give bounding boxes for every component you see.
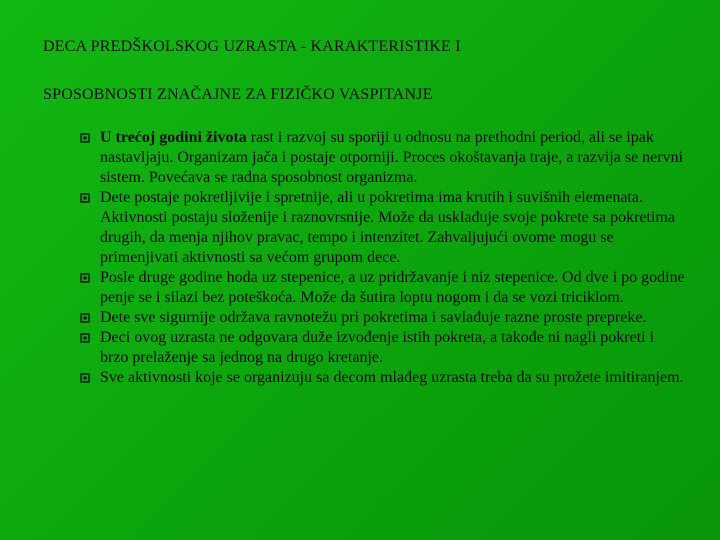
title-line-2: SPOSOBNOSTI ZNAČAJNE ZA FIZIČKO VASPITANJE bbox=[43, 86, 433, 103]
bullet-text: Dete postaje pokretljivije i spretnije, ali u pokretima ima krutih i suvišnih elemenata. Aktivnosti postaju složenije i raznovrsnije. Može da usklađuje svoje pokrete sa pokretima drugih, da menja njihov pravac, tempo i intenzitet. Zahvaljujući ovome mogu se primenjivati aktivnosti sa većom grupom dece. bbox=[100, 189, 675, 266]
bullet-text: rast i razvoj su sporiji u odnosu na prethodni period, ali se ipak nastavljaju. Organizam jača i postaje otporniji. Proces okoštavanja traje, a razvija se nervni sistem. Povećava se radna sposobnost organizma. bbox=[100, 129, 684, 186]
list-item bbox=[80, 268, 686, 308]
list-item bbox=[80, 328, 686, 368]
square-bullet-icon bbox=[80, 133, 90, 143]
list-item bbox=[80, 308, 686, 328]
list-item bbox=[80, 188, 686, 268]
square-bullet-icon bbox=[80, 333, 90, 343]
bullet-text: Dete sve sigurnije održava ravnotežu pri pokretima i savlađuje razne proste prepreke. bbox=[100, 309, 647, 326]
bullet-text: Posle druge godine hoda uz stepenice, a uz pridržavanje i niz stepenice. Od dve i po godine penje se i silazi bez poteškoća. Može da šutira loptu nogom i da se vozi triciklom. bbox=[100, 269, 685, 306]
square-bullet-icon bbox=[80, 373, 90, 383]
list-item bbox=[80, 128, 686, 188]
square-bullet-icon bbox=[80, 193, 90, 203]
list-item bbox=[80, 368, 686, 388]
bullet-strong-text: U trećoj godini života bbox=[100, 129, 247, 146]
title-line-1: DECA PREDŠKOLSKOG UZRASTA - KARAKTERISTIKE I bbox=[43, 38, 461, 55]
bullet-list bbox=[80, 128, 686, 388]
square-bullet-icon bbox=[80, 273, 90, 283]
bullet-text: Sve aktivnosti koje se organizuju sa decom mlađeg uzrasta treba da su prožete imitiranjem. bbox=[100, 369, 684, 386]
bullet-text: Deci ovog uzrasta ne odgovara duže izvođenje istih pokreta, a takođe ni nagli pokreti i brzo prelaženje sa jednog na drugo kretanje. bbox=[100, 329, 655, 366]
square-bullet-icon bbox=[80, 313, 90, 323]
